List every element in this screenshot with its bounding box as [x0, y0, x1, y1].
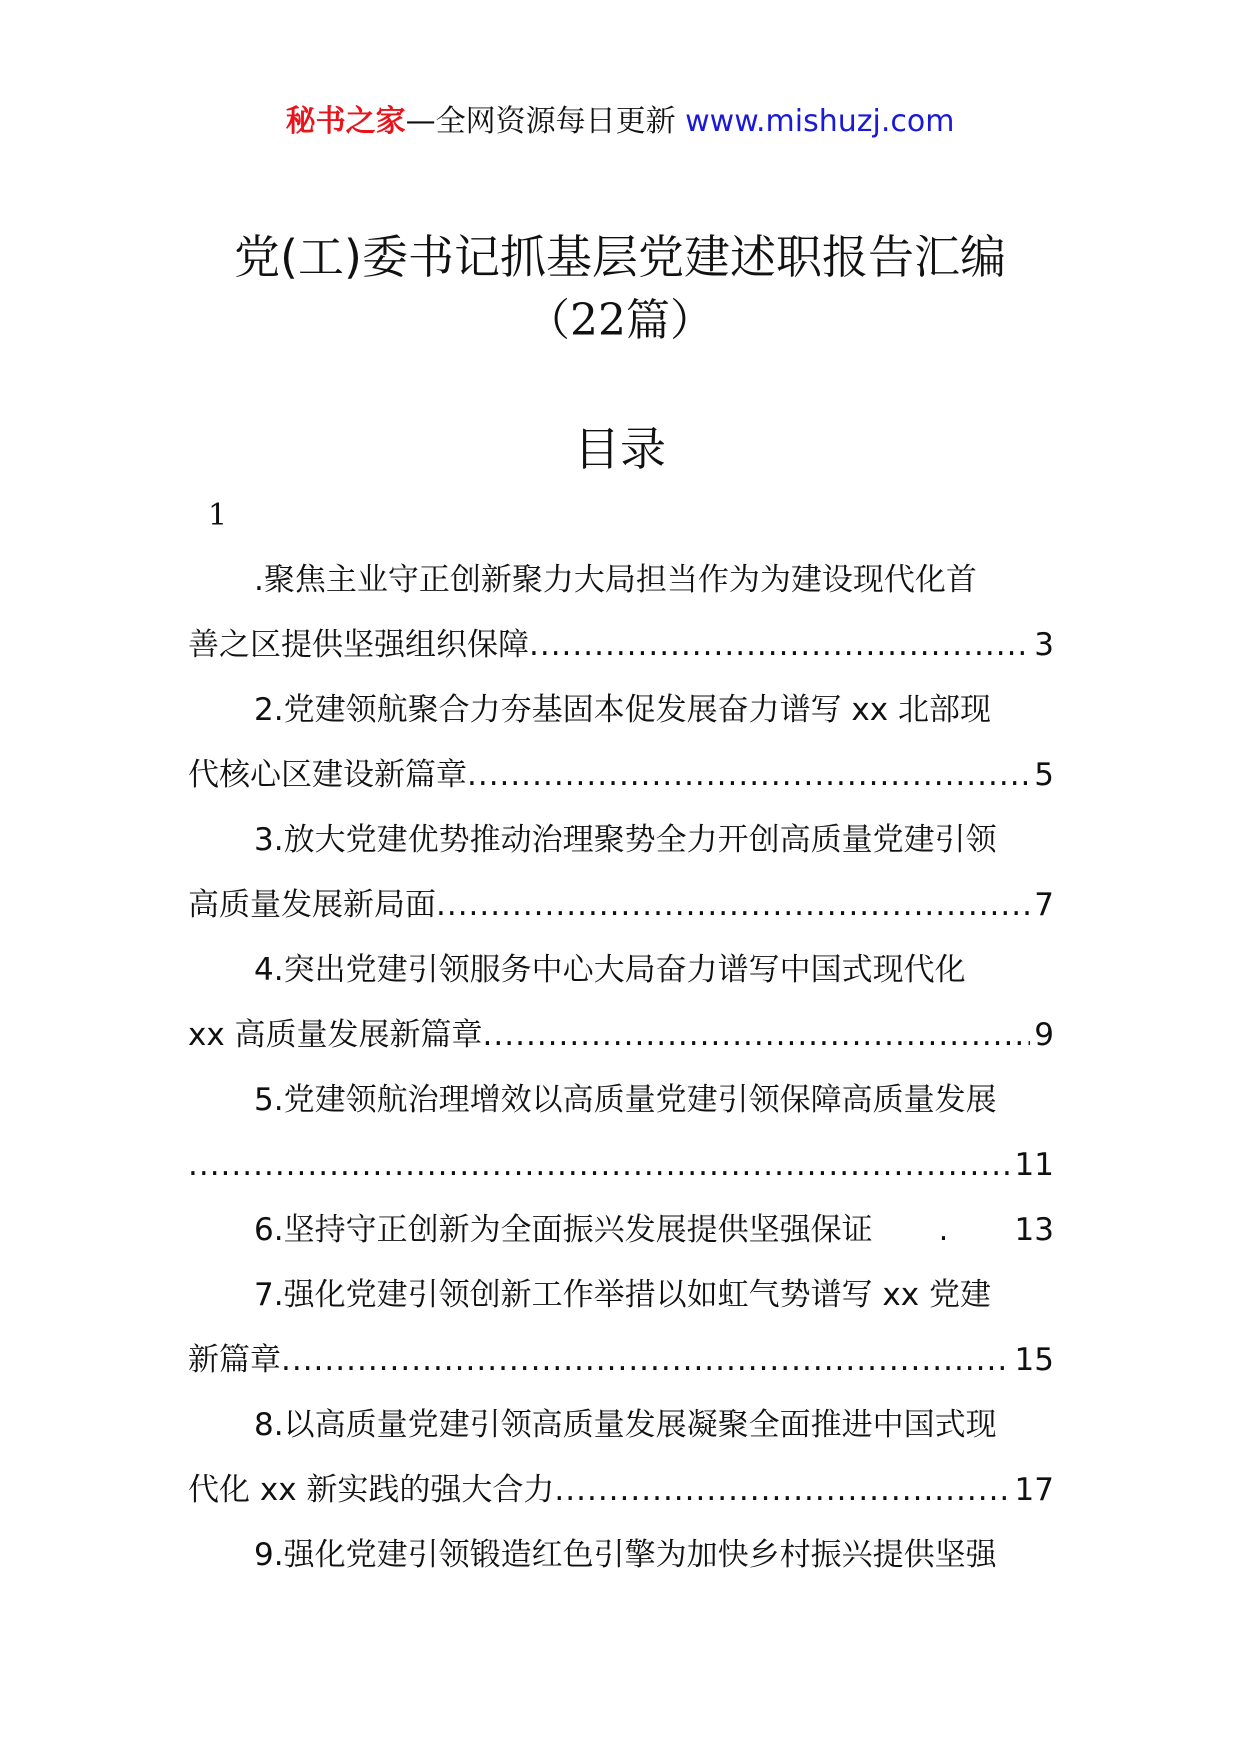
dot-leader [188, 1133, 1011, 1198]
toc-page-number: 7 [1034, 887, 1054, 923]
toc-entry-3-continuation[interactable] [188, 873, 1054, 938]
toc-page-number: 9 [1034, 1017, 1054, 1053]
document-title: 党(工)委书记抓基层党建述职报告汇编 [234, 230, 1006, 284]
toc-entry-9-line[interactable]: 9.强化党建引领锻造红色引擎为加快乡村振兴提供坚强 [254, 1537, 997, 1573]
toc-entry-text: 高质量发展新局面 [188, 887, 436, 923]
brand-name: 秘书之家 [285, 104, 406, 139]
toc-entry-4-continuation[interactable] [188, 1003, 1054, 1068]
header-tagline: —全网资源每日更新 [405, 104, 676, 139]
site-header [0, 100, 1240, 144]
toc-entry-2-line[interactable]: 2.党建领航聚合力夯基固本促发展奋力谱写 xx 北部现 [254, 692, 991, 728]
toc-page-number: 17 [1014, 1472, 1054, 1508]
toc-heading: 目录 [574, 422, 666, 476]
dot-leader [467, 743, 1030, 808]
toc-entry-8-line[interactable]: 8.以高质量党建引领高质量发展凝聚全面推进中国式现 [254, 1407, 997, 1443]
table-of-contents [188, 548, 1054, 1588]
dot-leader [529, 613, 1030, 678]
toc-entry-7-continuation[interactable] [188, 1328, 1054, 1393]
toc-page-number: 5 [1034, 757, 1054, 793]
toc-page-number: 13 [1014, 1212, 1054, 1248]
page-marker: 1 [208, 498, 228, 533]
toc-page-number: 11 [1014, 1147, 1054, 1183]
toc-entry-6-line[interactable] [188, 1198, 1054, 1263]
toc-entry-7-line[interactable]: 7.强化党建引领创新工作举措以如虹气势谱写 xx 党建 [254, 1277, 991, 1313]
toc-entry-1-line[interactable]: .聚焦主业守正创新聚力大局担当作为为建设现代化首 [254, 562, 977, 598]
toc-entry-text: 新篇章 [188, 1342, 281, 1378]
toc-page-number: 15 [1014, 1342, 1054, 1378]
toc-entry-3-line[interactable]: 3.放大党建优势推动治理聚势全力开创高质量党建引领 [254, 822, 997, 858]
toc-entry-text: 善之区提供坚强组织保障 [188, 627, 529, 663]
toc-entry-4-line[interactable]: 4.突出党建引领服务中心大局奋力谱写中国式现代化 [254, 952, 966, 988]
site-url-link[interactable]: www.mishuzj.com [685, 104, 955, 139]
dot-leader [281, 1328, 1011, 1393]
toc-entry-8-continuation[interactable] [188, 1458, 1054, 1523]
toc-entry-text: 代化 xx 新实践的强大合力 [188, 1472, 555, 1508]
toc-entry-text: xx 高质量发展新篇章 [188, 1017, 483, 1053]
toc-entry-1-continuation[interactable] [188, 613, 1054, 678]
dot-leader [436, 873, 1030, 938]
dot-leader [554, 1458, 1010, 1523]
dot-leader [873, 1198, 945, 1263]
toc-entry-5-line[interactable]: 5.党建领航治理增效以高质量党建引领保障高质量发展 [254, 1082, 997, 1118]
toc-page-number: 3 [1034, 627, 1054, 663]
toc-entry-text: 代核心区建设新篇章 [188, 757, 467, 793]
dot-leader [483, 1003, 1031, 1068]
toc-entry-2-continuation[interactable] [188, 743, 1054, 808]
document-subtitle: （22篇） [526, 295, 714, 346]
toc-entry-5-continuation[interactable] [188, 1133, 1054, 1198]
toc-entry-text: 6.坚持守正创新为全面振兴发展提供坚强保证 [254, 1212, 873, 1248]
